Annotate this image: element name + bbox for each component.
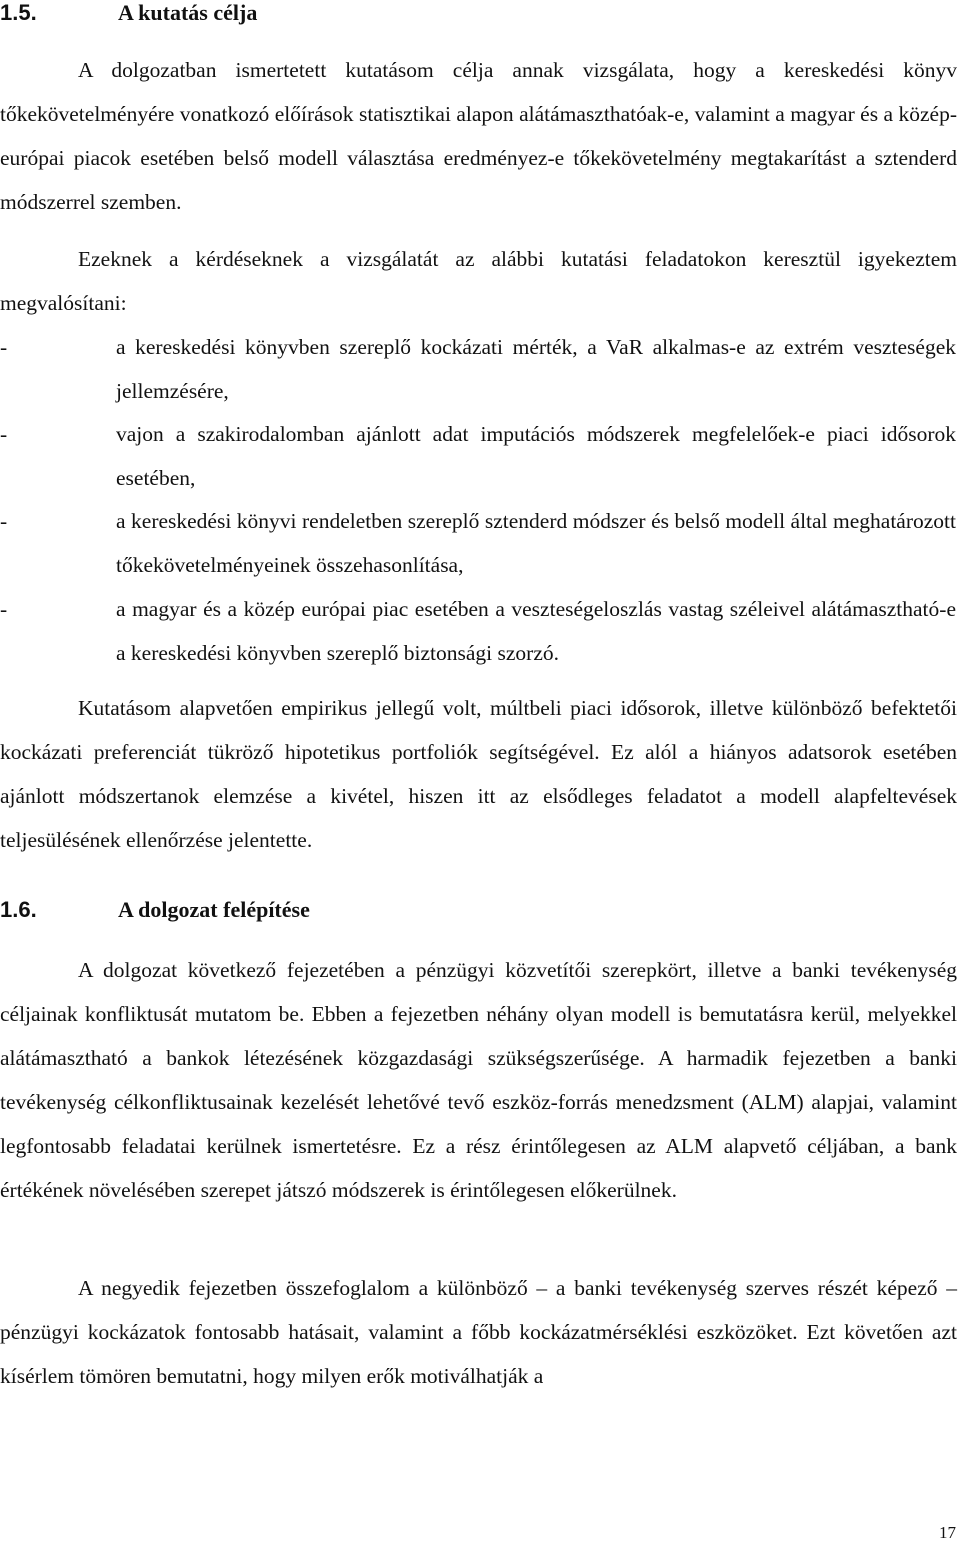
paragraph: A dolgozatban ismertetett kutatásom célja annak vizsgálata, hogy a kereskedési könyv tőkekövetelményére vonatkozó előírások statisztikai alapon alátámaszthatóak-e, valamint a magyar és a közép-európai piacok esetében belső modell választása eredményez-e tőkekövetelmény megtakarítást a sztenderd módszerrel szemben.	[0, 58, 957, 214]
paragraph: Ezeknek a kérdéseknek a vizsgálatát az alábbi kutatási feladatokon keresztül igyekeztem megvalósítani:	[0, 247, 957, 315]
section-title: A kutatás célja	[118, 0, 258, 25]
section-title: A dolgozat felépítése	[118, 897, 310, 922]
list-item-text: vajon a szakirodalomban ajánlott adat imputációs módszerek megfelelőek-e piaci idősorok esetében,	[116, 422, 956, 490]
list-item-text: a magyar és a közép európai piac esetében a veszteségeloszlás vastag széleivel alátámasztható-e a kereskedési könyvben szereplő biztonsági szorzó.	[116, 597, 956, 665]
paragraph: A dolgozat következő fejezetében a pénzügyi közvetítői szerepkört, illetve a banki tevékenység céljainak konfliktusát mutatom be. Ebben a fejezetben néhány olyan modell is bemutatásra kerül, melyekkel alátámasztható a bankok létezésének közgazdasági szükségszerűsége. A harmadik fejezetben a banki tevékenység célkonfliktusainak kezelését lehetővé tevő eszköz-forrás menedzsment (ALM) alapjai, valamint legfontosabb feladatai kerülnek ismertetésre. Ez a rész érintőlegesen az ALM alapvető céljában, a bank értékének növelésében szerepet játszó módszerek is érintőlegesen előkerülnek.	[0, 958, 957, 1202]
page-number: 17	[939, 1523, 956, 1542]
list-dash: -	[0, 335, 8, 359]
section-number: 1.5.	[0, 0, 37, 25]
paragraph: A negyedik fejezetben összefoglalom a különböző – a banki tevékenység szerves részét képező – pénzügyi kockázatok fontosabb hatásait, valamint a főbb kockázatmérséklési eszközöket. Ezt követően azt kísérlem tömören bemutatni, hogy milyen erők motiválhatják a	[0, 1276, 957, 1388]
list-dash: -	[0, 509, 8, 533]
list-dash: -	[0, 597, 8, 621]
section-number: 1.6.	[0, 897, 37, 922]
list-item-text: a kereskedési könyvi rendeletben szereplő sztenderd módszer és belső modell által meghatározott tőkekövetelményeinek összehasonlítása,	[116, 509, 956, 577]
list-item-text: a kereskedési könyvben szereplő kockázati mérték, a VaR alkalmas-e az extrém veszteségek jellemzésére,	[116, 335, 956, 403]
paragraph: Kutatásom alapvetően empirikus jellegű volt, múltbeli piaci idősorok, illetve különböző befektetői kockázati preferenciát tükröző hipotetikus portfoliók segítségével. Ez alól a hiányos adatsorok esetében ajánlott módszertanok elemzése a kivétel, hiszen itt az elsődleges feladatot a modell alapfeltevések teljesülésének ellenőrzése jelentette.	[0, 696, 957, 852]
list-dash: -	[0, 422, 8, 446]
